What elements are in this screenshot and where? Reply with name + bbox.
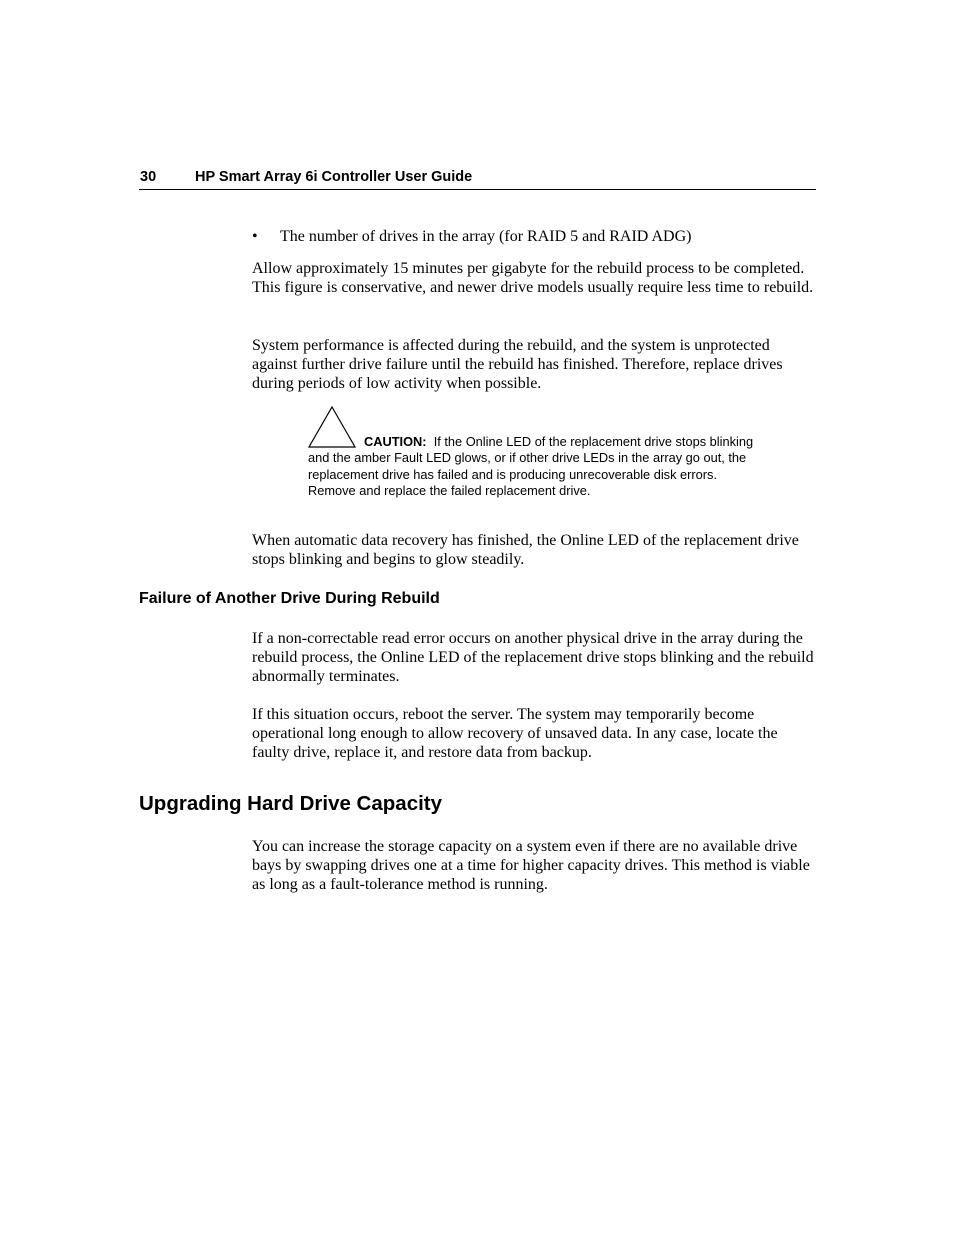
paragraph-performance: System performance is affected during the rebuild, and the system is unprotected against further drive failure until the rebuild has finished. Therefore, replace drives during periods of low activity when possible. bbox=[252, 337, 783, 393]
bullet-symbol: • bbox=[252, 228, 258, 245]
bullet-text: The number of drives in the array (for RAID 5 and RAID ADG) bbox=[280, 228, 692, 245]
document-title: HP Smart Array 6i Controller User Guide bbox=[195, 169, 473, 185]
paragraph-reboot: If this situation occurs, reboot the server. The system may temporarily become operational long enough to allow recovery of unsaved data. In any case, locate the faulty drive, replace it, and restore data from backup. bbox=[252, 706, 778, 762]
page-header bbox=[139, 168, 816, 190]
paragraph-upgrade: You can increase the storage capacity on a system even if there are no available drive bays by swapping drives one at a time for higher capacity drives. This method is viable as long as a fault-tolerance method is running. bbox=[252, 838, 810, 894]
section-heading-upgrading: Upgrading Hard Drive Capacity bbox=[139, 792, 443, 815]
caution-label: CAUTION: bbox=[364, 434, 427, 449]
paragraph-rebuild-time: Allow approximately 15 minutes per gigabyte for the rebuild process to be completed. This figure is conservative, and newer drive models usually require less time to rebuild. bbox=[252, 260, 814, 297]
paragraph-read-error: If a non-correctable read error occurs on another physical drive in the array during the rebuild process, the Online LED of the replacement drive stops blinking and the rebuild abnormally terminates. bbox=[252, 630, 814, 686]
paragraph-recovery-finished: When automatic data recovery has finished, the Online LED of the replacement drive stops blinking and begins to glow steadily. bbox=[252, 532, 799, 569]
caution-body: If the Online LED of the replacement drive stops blinking and the amber Fault LED glows, or if other drive LEDs in the array go out, the replacement drive has failed and is producing unrecoverable disk errors. Remove and replace the failed replacement drive. bbox=[308, 434, 754, 498]
caution-text bbox=[308, 434, 756, 499]
page-number: 30 bbox=[140, 169, 157, 185]
section-heading-failure: Failure of Another Drive During Rebuild bbox=[139, 590, 440, 607]
